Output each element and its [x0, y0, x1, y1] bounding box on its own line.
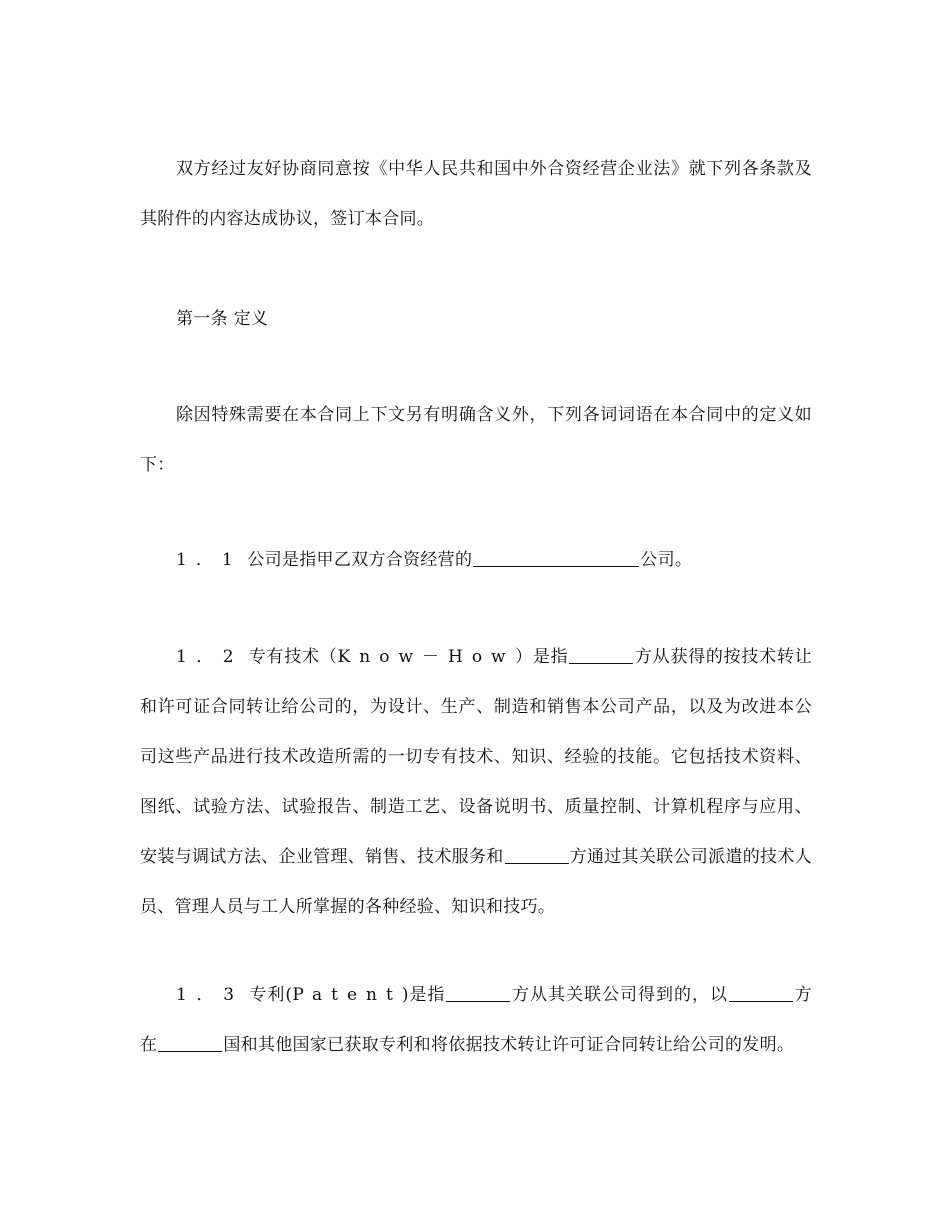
definition-1-3-text-b: )是指	[401, 985, 446, 1005]
party-blank-1	[569, 647, 633, 664]
definition-1-3-text-a: 专利(	[249, 985, 293, 1005]
party-blank-4	[729, 985, 793, 1002]
article-1-heading	[176, 294, 268, 344]
intro-text: 双方经过友好协商同意按《中华人民共和国中外合资经营企业法》就下列各条款及其附件的内容达成协议，签订本合同。	[140, 159, 812, 229]
definition-1-2-term: Know－How	[337, 647, 515, 667]
definition-1-1	[140, 535, 812, 585]
definition-1-1-text-a: 公司是指甲乙双方合资经营的	[247, 550, 473, 570]
country-blank	[158, 1035, 222, 1052]
party-blank-2	[505, 847, 569, 864]
definition-1-3-number: 1．3	[176, 985, 244, 1005]
company-name-blank	[473, 550, 639, 567]
definition-1-2-text-a: 专有技术（	[248, 647, 338, 667]
article-1-intro-text: 除因特殊需要在本合同上下文另有明确含义外，下列各词词语在本合同中的定义如下：	[140, 405, 812, 475]
definition-1-3-text-d: 方在	[140, 985, 812, 1055]
definition-1-2-text-d: 方通过其关联公司派遣的技术人员、管理人员与工人所掌握的各种经验、知识和技巧。	[140, 847, 812, 917]
definition-1-2-number: 1．2	[176, 647, 243, 667]
article-1-title: 第一条 定义	[176, 309, 269, 329]
definition-1-3-term: Patent	[292, 985, 402, 1005]
definition-1-3-text-e: 国和其他国家已获取专利和将依据技术转让许可证合同转让给公司的发明。	[223, 1035, 795, 1055]
article-1-intro-paragraph	[140, 390, 812, 490]
definition-1-3-text-c: 方从其关联公司得到的，以	[511, 985, 728, 1005]
definition-1-2-text-c: 方从获得的按技术转让和许可证合同转让给公司的，为设计、生产、制造和销售本公司产品，以及为改进本公司这些产品进行技术改造所需的一切专有技术、知识、经验的技能。它包括技术资料、图纸、试验方法、试验报告、制造工艺、设备说明书、质量控制、计算机程序与应用、安装与调试方法、企业管理、销售、技术服务和	[140, 647, 813, 867]
definition-1-3	[140, 970, 812, 1070]
definition-1-1-number: 1．1	[176, 550, 242, 570]
party-blank-3	[446, 985, 510, 1002]
intro-paragraph	[140, 144, 812, 244]
definition-1-2	[140, 632, 812, 932]
definition-1-2-text-b: ）是指	[514, 647, 569, 667]
definition-1-1-text-b: 公司。	[640, 550, 693, 570]
